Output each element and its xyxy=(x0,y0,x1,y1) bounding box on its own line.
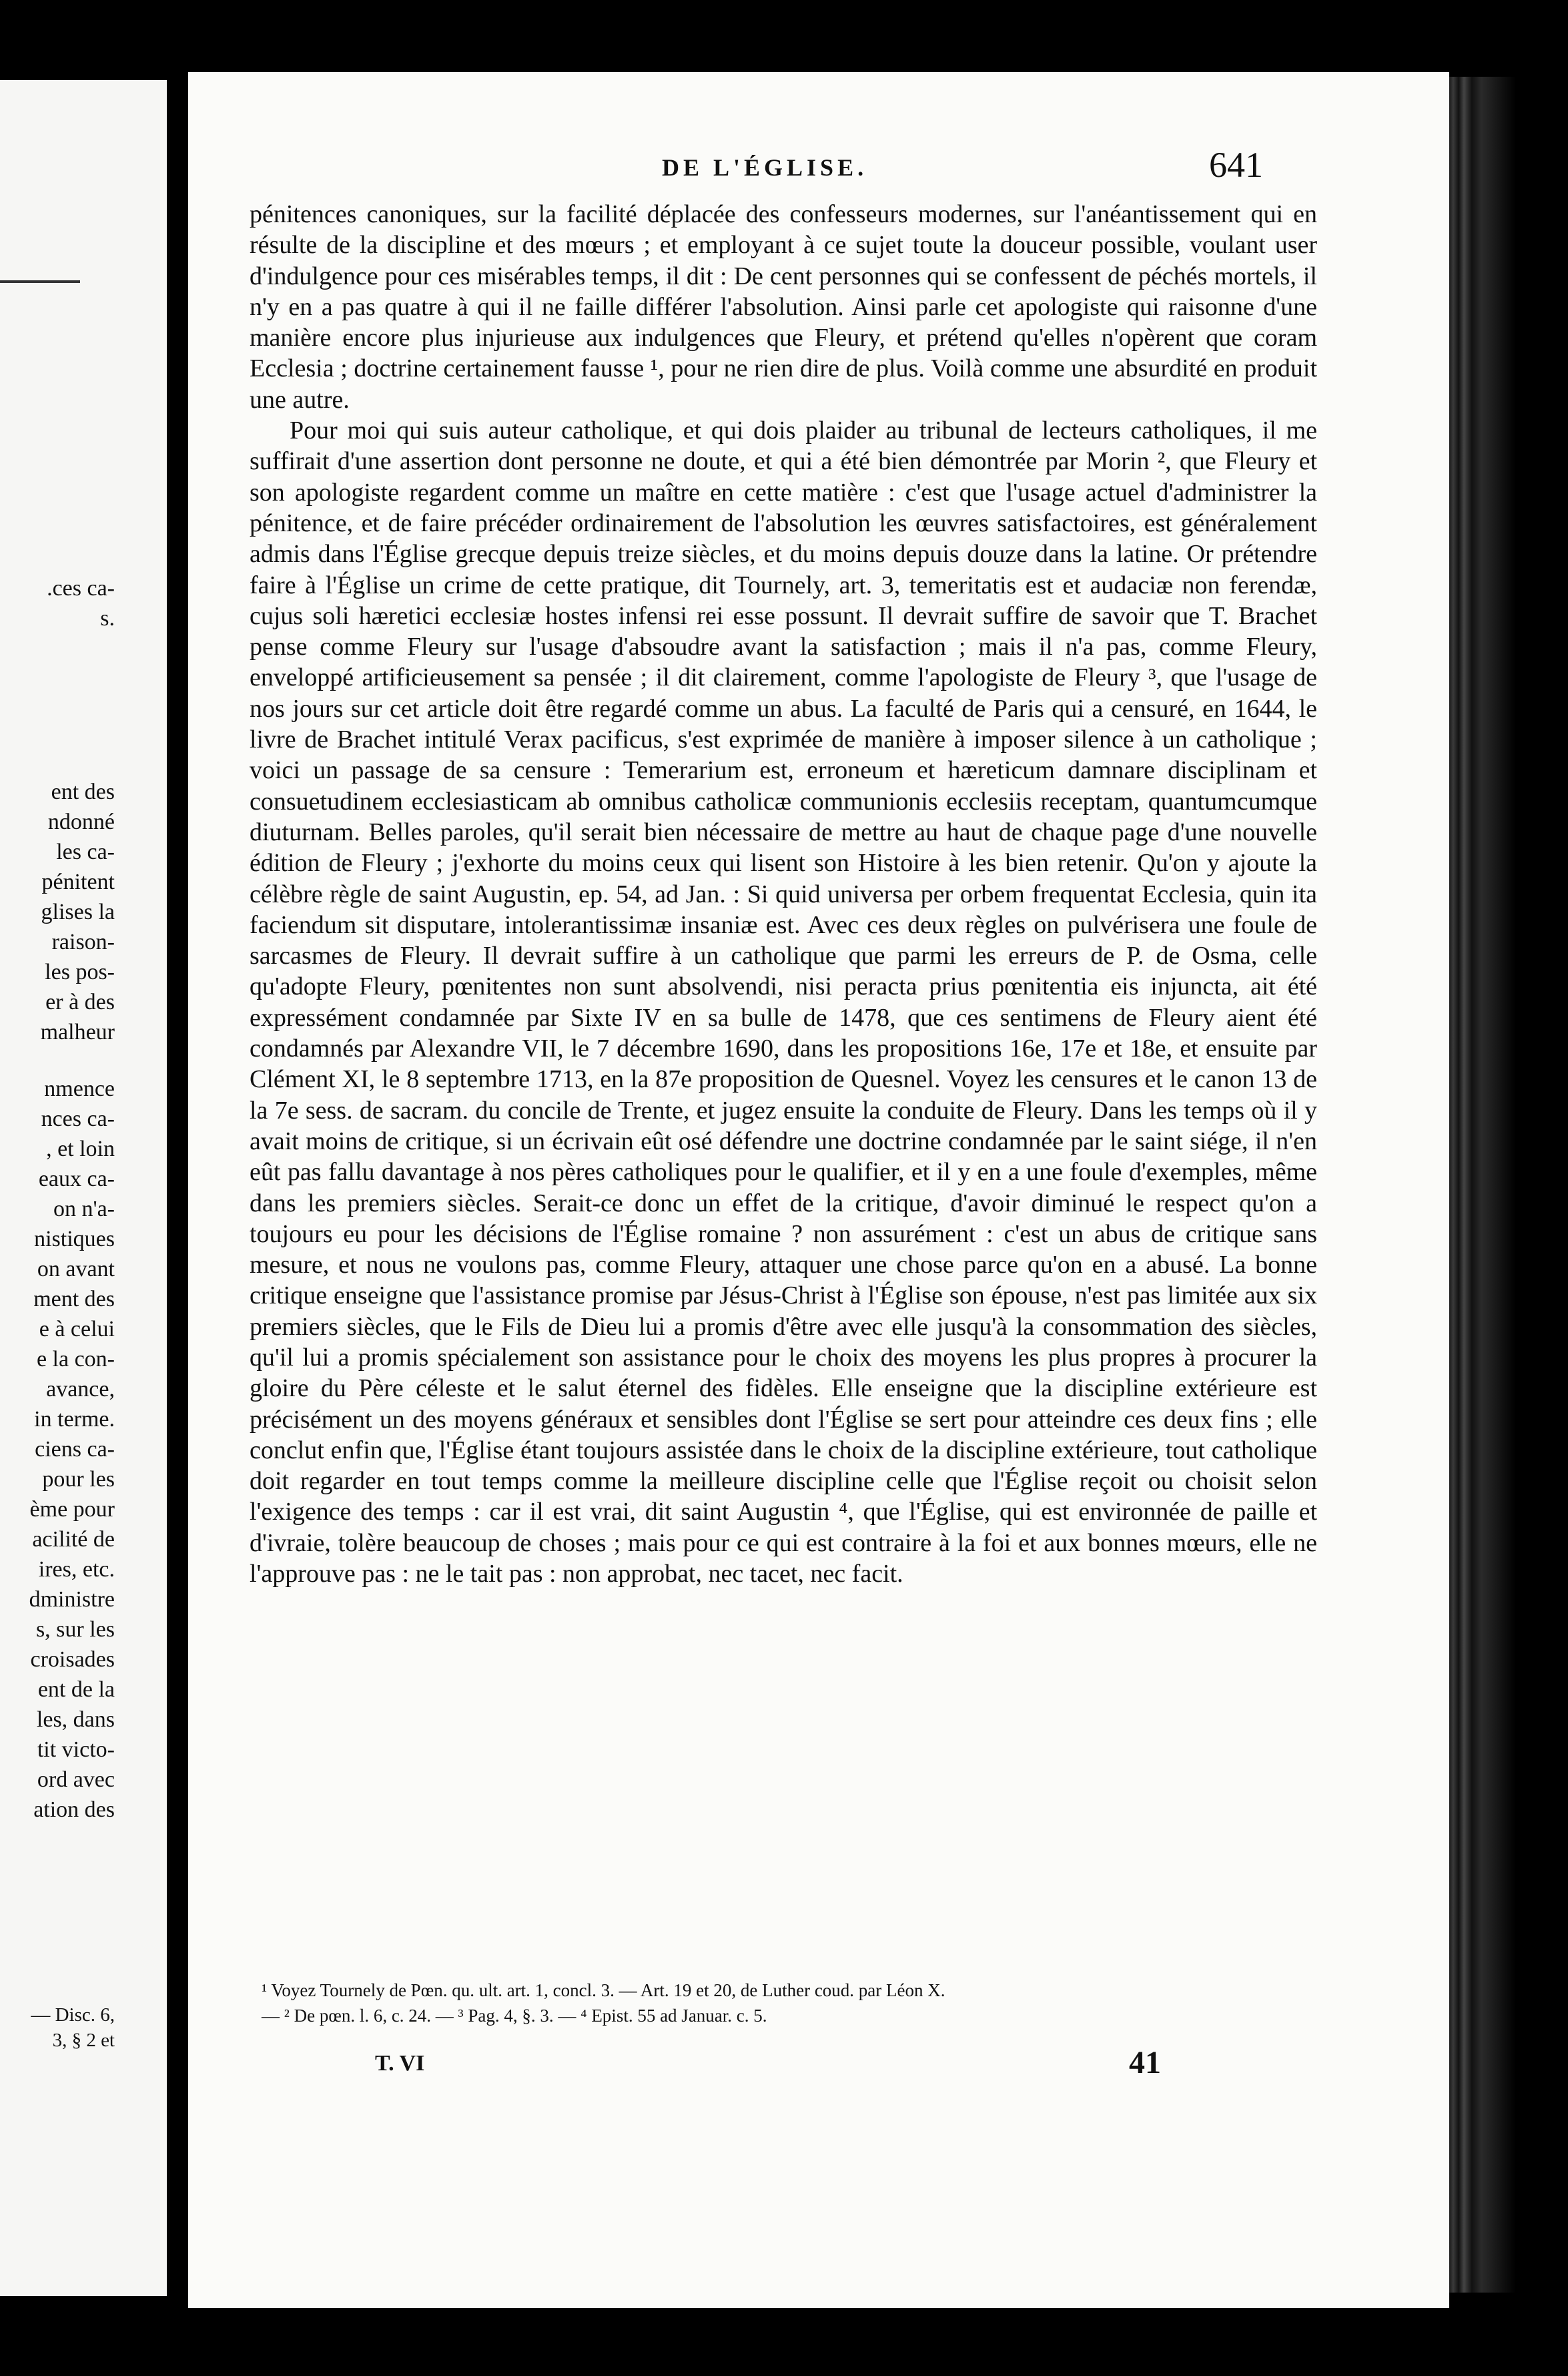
left-page-line: ires, etc. xyxy=(38,1557,115,1582)
page-number: 641 xyxy=(1209,145,1263,185)
left-note-line: — Disc. 6, xyxy=(31,2004,115,2026)
left-page-fragment xyxy=(0,80,167,2296)
left-page-line: glises la xyxy=(41,900,115,924)
left-note-line: 3, § 2 et xyxy=(52,2030,115,2051)
left-page-line: avance, xyxy=(46,1377,115,1402)
left-page-line: les, dans xyxy=(36,1707,115,1732)
running-head: DE L'ÉGLISE. xyxy=(662,154,868,181)
left-page-line: nmence xyxy=(44,1077,115,1101)
body-text xyxy=(250,199,1317,1589)
left-page-line: in terme. xyxy=(34,1407,115,1432)
left-page-line: raison- xyxy=(51,930,115,954)
left-page-line: ent de la xyxy=(37,1677,115,1702)
left-page-line: ndonné xyxy=(47,810,115,834)
footnote-line: ¹ Voyez Tournely de Pœn. qu. ult. art. 1, concl. 3. — Art. 19 et 20, de Luther coud. par Léon X. xyxy=(262,1980,945,2000)
signature-mark: T. VI xyxy=(375,2051,425,2076)
left-page-line: er à des xyxy=(45,990,115,1014)
left-page-line: malheur xyxy=(40,1020,115,1045)
left-page-line: croisades xyxy=(30,1647,115,1672)
left-page-line: les ca- xyxy=(56,840,115,864)
left-page-line: on avant xyxy=(37,1257,115,1281)
paragraph: Pour moi qui suis auteur catholique, et qui dois plaider au tribunal de lecteurs catholiques, il me suffirait d'une assertion dont personne ne doute, et qui a été bien démontrée par Morin ², que Fleury et son apologiste regardent comme un maître en cette matière : c'est que l'usage actuel d'administrer la pénitence, et de faire précéder ordinairement de l'absolution les œuvres satisfactoires, est généralement admis dans l'Église grecque depuis treize siècles, et du moins depuis douze dans la latine. Or prétendre faire à l'Église un crime de cette pratique, dit Tournely, art. 3, temeritatis est et audaciæ non ferendæ, cujus soli hæretici ecclesiæ hostes infensi rei esse possunt. Il devrait suffire de savoir que T. Brachet pense comme Fleury sur l'usage d'absoudre avant la satisfaction ; mais il n'a pas, comme Fleury, enveloppé artificieusement sa pensée ; il dit clairement, comme l'apologiste de Fleury ³, que l'usage de nos jours sur cet article doit être regardé comme un abus. La faculté de Paris qui a censuré, en 1644, le livre de Brachet intitulé Verax pacificus, s'est exprimée de manière à imposer silence à un catholique ; voici un passage de sa censure : Temerarium est, erroneum et hæreticum damnare disciplinam et consuetudinem ecclesiasticam ab omnibus catholicæ communionis ecclesiis receptam, quantumcumque diuturnam. Belles paroles, qu'il serait bien nécessaire de mettre au haut de chaque page d'une nouvelle édition de Fleury ; j'exhorte du moins ceux qui lisent son Histoire à les bien retenir. Qu'on y ajoute la célèbre règle de saint Augustin, ep. 54, ad Jan. : Si quid universa per orbem frequentat Ecclesia, quin ita faciendum sit disputare, intolerantissimæ insaniæ est. Avec ces deux règles on pulvérisera une foule de sarcasmes de Fleury. Il devrait suffire à un catholique que parmi les erreurs de P. de Osma, celle qu'adopte Fleury, pœnitentes non sunt absolvendi, nisi peracta prius pœnitentia eis injuncta, ait été expressément condamnée par Sixte IV en sa bulle de 1478, que ces sentimens de Fleury aient été condamnés par Alexandre VII, le 7 décembre 1690, dans les propositions 16e, 17e et 18e, et ensuite par Clément XI, le 8 septembre 1713, en la 87e proposition de Quesnel. Voyez les censures et le canon 13 de la 7e sess. de sacram. du concile de Trente, et jugez ensuite la conduite de Fleury. Dans les temps où il y avait moins de critique, si un écrivain eût osé défendre une doctrine condamnée par le saint siége, il n'en eût pas fallu davantage à nos pères catholiques pour le qualifier, et il y en a une foule d'exemples, même dans les premiers siècles. Serait-ce donc un effet de la critique, d'avoir diminué le respect qu'on a toujours eu pour les décisions de l'Église romaine ? non assurément : c'est un abus de critique sans mesure, et nous ne voulons pas, comme Fleury, attaquer une chose parce qu'on en a abusé. La bonne critique enseigne que l'assistance promise par Jésus-Christ à l'Église son épouse, n'est pas limitée aux six premiers siècles, que le Fils de Dieu lui a promis d'être avec elle jusqu'à la consommation des siècles, qu'il lui a promis spécialement son assistance pour le choix des moyens les plus propres à procurer la gloire du Père céleste et le salut éternel des fidèles. Elle enseigne que la discipline extérieure est précisément un des moyens généraux et sensibles dont l'Église se sert pour atteindre ces deux fins ; elle conclut enfin que, l'Église étant toujours assistée dans le choix de la discipline extérieure, tout catholique doit regarder en tout temps comme la meilleure discipline celle que l'Église reçoit ou choisit selon l'exigence des temps : car il est vrai, dit saint Augustin ⁴, que l'Église, qui est environnée de paille et d'ivraie, tolère beaucoup de choses ; mais pour ce qui est contraire à la foi et aux bonnes mœurs, elle ne l'approuve pas : ne le tait pas : non approbat, nec tacet, nec facit. xyxy=(250,416,1317,1588)
left-page-line: , et loin xyxy=(46,1137,115,1161)
footnotes xyxy=(262,1978,1316,2028)
left-page-line: ème pour xyxy=(29,1497,115,1522)
left-page-line: dministre xyxy=(29,1587,115,1612)
left-page-line: ation des xyxy=(33,1797,115,1822)
signature-number: 41 xyxy=(1129,2045,1161,2080)
left-page-line: e la con- xyxy=(36,1347,115,1372)
left-page-line: acilité de xyxy=(32,1527,115,1552)
left-page-line: nistiques xyxy=(34,1227,115,1251)
left-page-rule xyxy=(0,280,80,283)
left-page-notes xyxy=(31,2002,115,2053)
left-page-line: tit victo- xyxy=(37,1737,115,1762)
page-stack-edge xyxy=(1449,77,1516,2293)
left-page-line: nces ca- xyxy=(41,1107,115,1131)
left-page-line: ent des xyxy=(51,780,115,804)
left-page-line: ord avec xyxy=(37,1767,115,1792)
left-page-line: les pos- xyxy=(45,960,115,984)
left-page-line: s. xyxy=(100,606,115,631)
left-page-line: e à celui xyxy=(39,1317,115,1342)
book-page xyxy=(188,72,1449,2308)
left-page-line: s, sur les xyxy=(35,1617,115,1642)
left-page-line: eaux ca- xyxy=(38,1167,115,1191)
paragraph: pénitences canoniques, sur la facilité déplacée des confesseurs modernes, sur l'anéantissement qui en résulte de la discipline et des mœurs ; et employant à ce sujet toute la douceur possible, voulant user d'indulgence pour ces misérables temps, il dit : De cent personnes qui se confessent de péchés mortels, il n'y en a pas quatre à qui il ne faille différer l'absolution. Ainsi parle cet apologiste qui raisonne d'une manière encore plus injurieuse aux indulgences que Fleury, et prétend qu'elles n'opèrent que coram Ecclesia ; doctrine certainement fausse ¹, pour ne rien dire de plus. Voilà comme une absurdité en produit une autre. xyxy=(250,200,1317,414)
left-page-line: ment des xyxy=(33,1287,115,1311)
left-page-line: pour les xyxy=(42,1467,115,1492)
left-page-line: on n'a- xyxy=(53,1197,115,1221)
left-page-line: .ces ca- xyxy=(47,576,115,601)
left-page-line: pénitent xyxy=(41,870,115,894)
left-page-line: ciens ca- xyxy=(35,1437,115,1462)
footnote-line: — ² De pœn. l. 6, c. 24. — ³ Pag. 4, §. 3. — ⁴ Epist. 55 ad Januar. c. 5. xyxy=(262,2006,767,2026)
